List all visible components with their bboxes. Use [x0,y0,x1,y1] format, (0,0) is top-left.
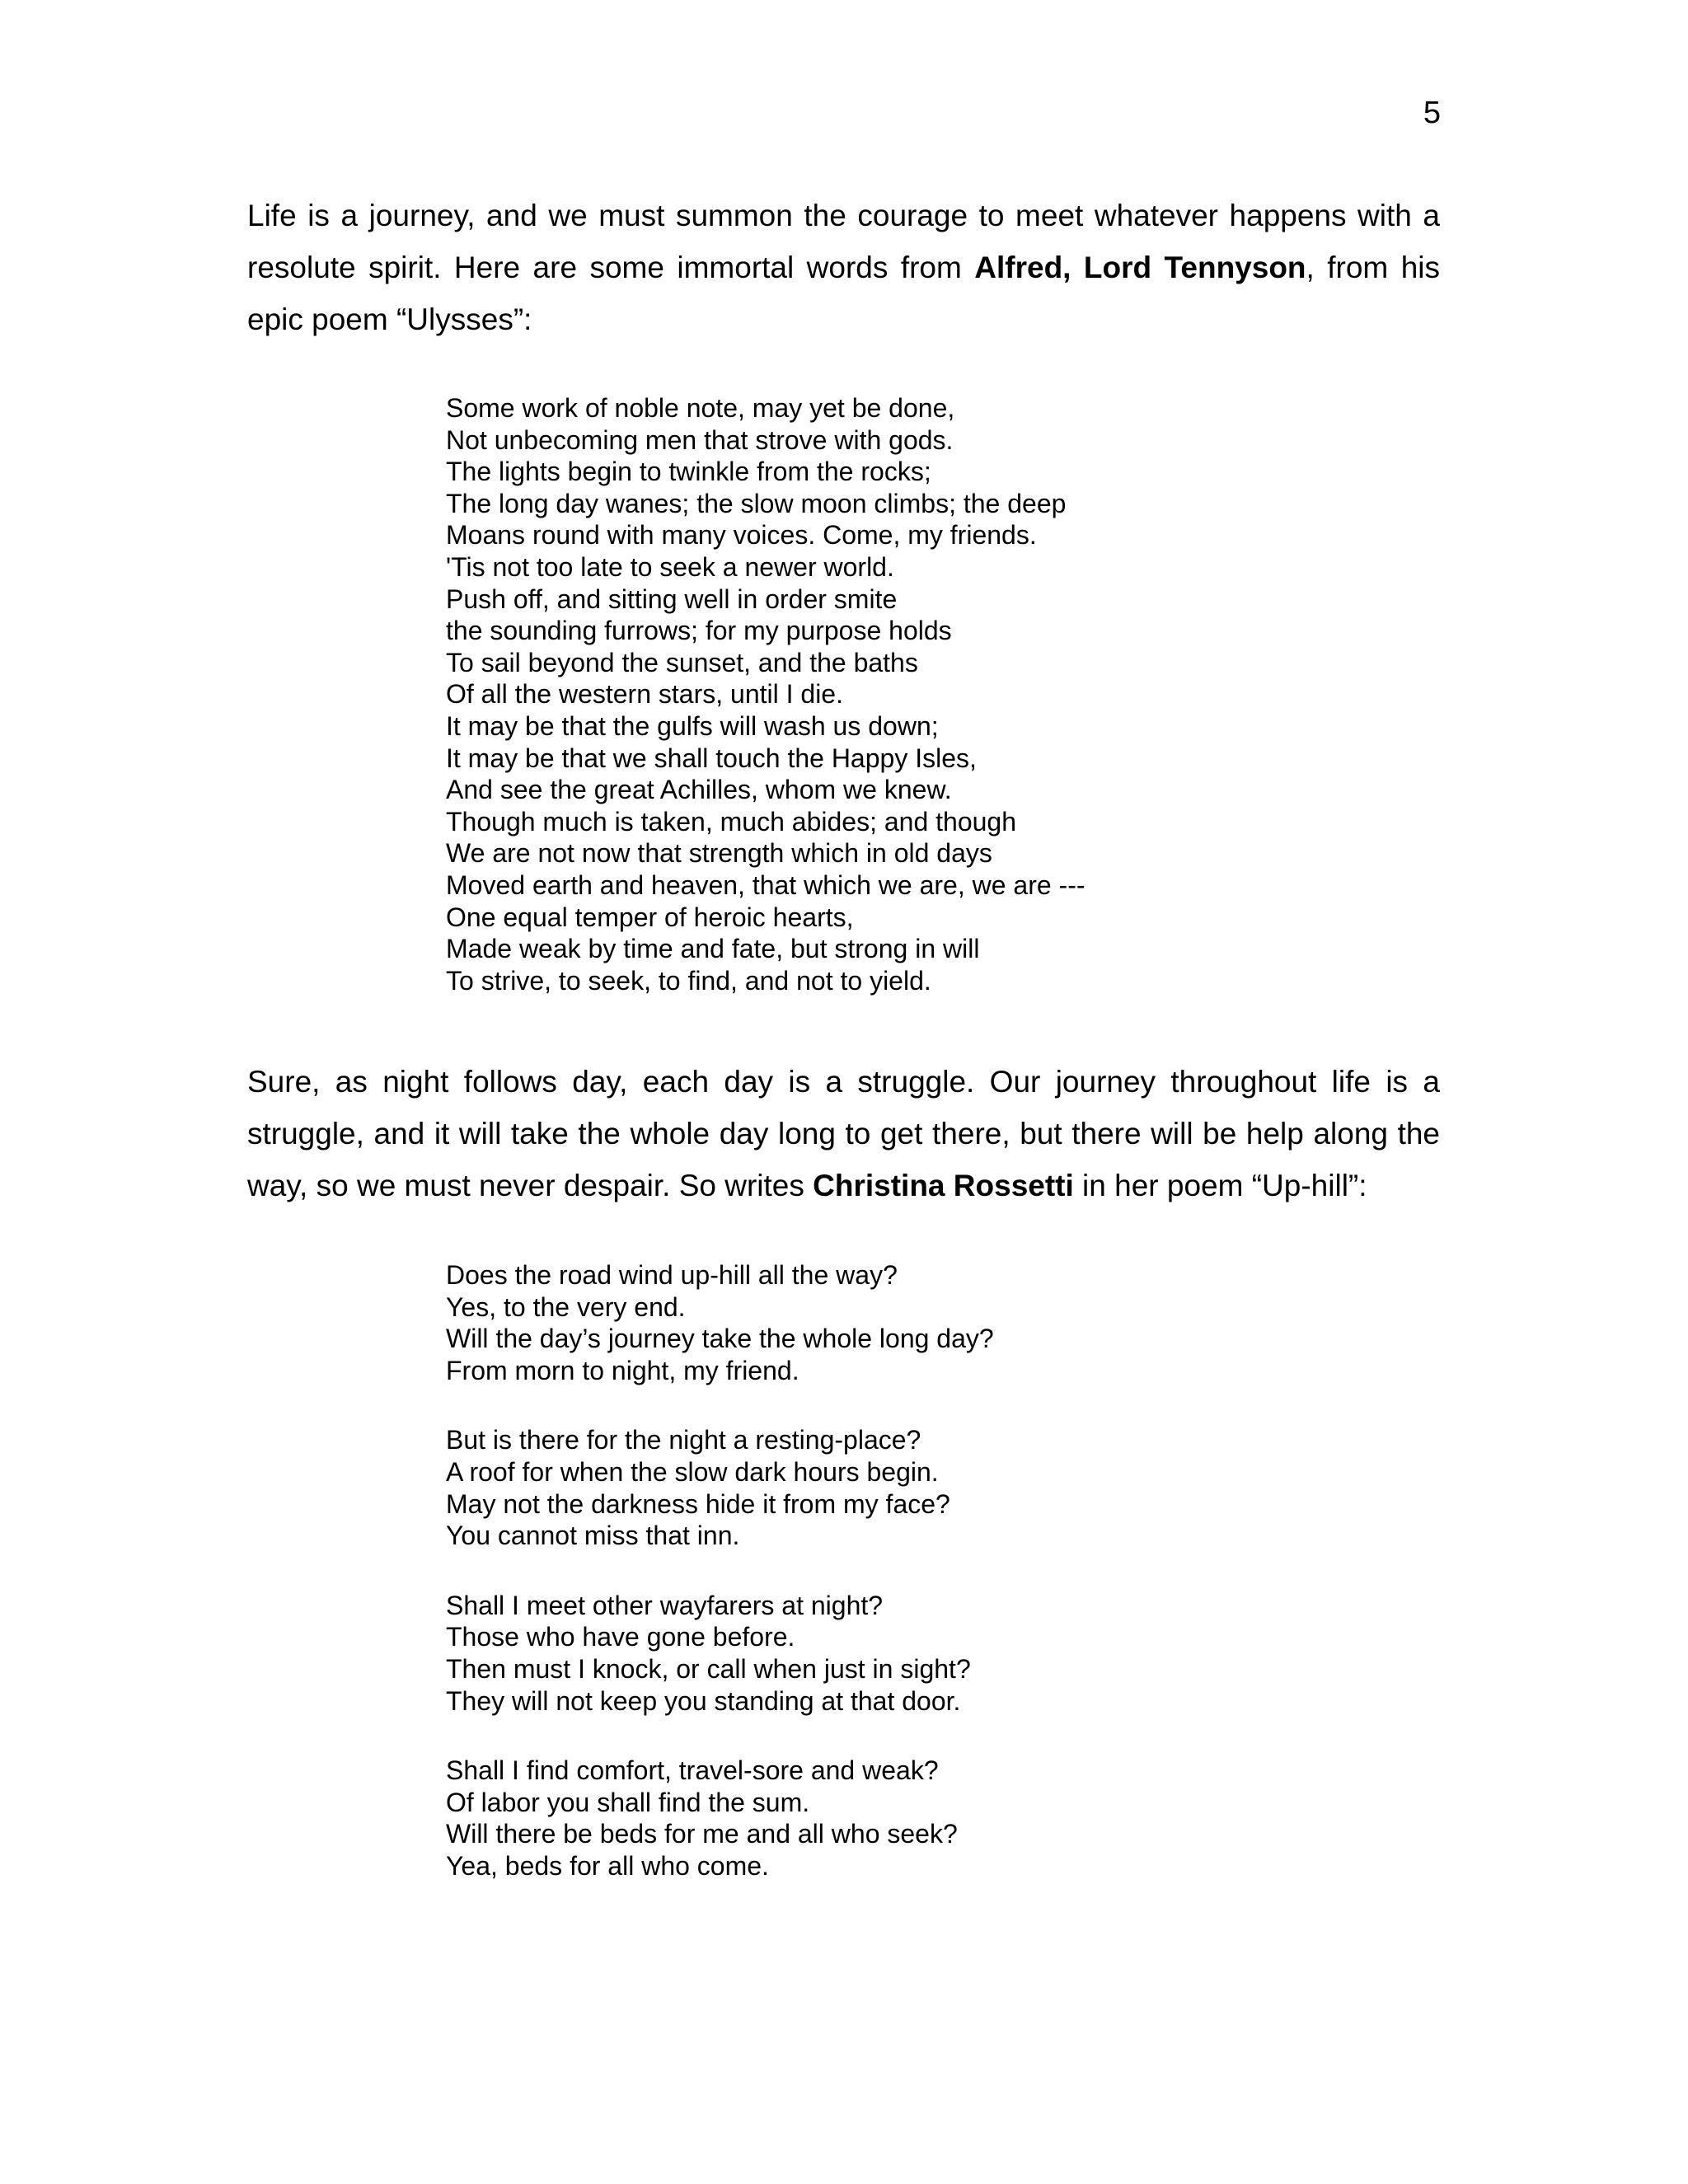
poem-line: Though much is taken, much abides; and though [446,806,1016,837]
poem-line: They will not keep you standing at that door. [446,1685,961,1716]
page-number: 5 [1423,96,1441,130]
paragraph-text: in her poem “Up-hill”: [1073,1169,1367,1202]
poem-line: Does the road wind up-hill all the way? [446,1260,898,1290]
poem-line: Moans round with many voices. Come, my friends. [446,520,1037,551]
poem-line: The lights begin to twinkle from the rocks; [446,457,931,487]
poem-line: And see the great Achilles, whom we knew. [446,775,952,805]
intro-paragraph-rossetti [247,1056,1440,1212]
poem-stanza [446,1755,994,1882]
poem-line: Yea, beds for all who come. [446,1850,769,1881]
poem-line: Shall I meet other wayfarers at night? [446,1590,884,1620]
poem-stanza [446,1590,994,1717]
poem-stanza [446,1424,994,1551]
poem-ulysses-excerpt [446,392,1085,996]
poem-stanza [446,1259,994,1386]
poem-line: May not the darkness hide it from my face? [446,1488,950,1519]
poem-line: From morn to night, my friend. [446,1355,799,1385]
poem-line: Push off, and sitting well in order smite [446,583,898,614]
poem-line: Yes, to the very end. [446,1291,686,1322]
poem-line: The long day wanes; the slow moon climbs; the deep [446,488,1067,518]
poem-line: Of all the western stars, until I die. [446,679,843,710]
poem-up-hill [446,1259,994,1882]
paragraph-text: Sure, as night follows day, each day is a struggle. Our journey throughout life is a struggle, and it will take the whole day long to get there, but there will be help along the way, so we must never despair. So writes [247,1065,1440,1202]
poem-line: Shall I find comfort, travel-sore and weak? [446,1755,939,1786]
poem-line: But is there for the night a resting-place? [446,1425,921,1455]
poem-line: One equal temper of heroic hearts, [446,902,854,932]
poem-line: Of labor you shall find the sum. [446,1787,810,1817]
poem-line: 'Tis not too late to seek a newer world. [446,551,894,582]
author-name-rossetti: Christina Rossetti [813,1169,1074,1202]
poem-line: Will the day’s journey take the whole long day? [446,1324,994,1354]
poem-line: Moved earth and heaven, that which we are, we are --- [446,869,1085,900]
author-name-tennyson: Alfred, Lord Tennyson [974,251,1306,284]
poem-line: A roof for when the slow dark hours begin. [446,1456,939,1487]
poem-line: We are not now that strength which in old days [446,838,992,869]
poem-line: the sounding furrows; for my purpose holds [446,616,952,646]
poem-line: Not unbecoming men that strove with gods. [446,424,954,455]
poem-line: To strive, to seek, to find, and not to yield. [446,965,931,996]
intro-paragraph-tennyson [247,190,1440,345]
poem-line: Will there be beds for me and all who seek? [446,1819,958,1849]
poem-line: It may be that we shall touch the Happy Isles, [446,743,977,773]
poem-line: To sail beyond the sunset, and the baths [446,647,918,677]
poem-line: Then must I knock, or call when just in sight? [446,1653,971,1684]
poem-line: Some work of noble note, may yet be done, [446,393,955,423]
paragraph-text: Life is a journey, and we must summon the courage to meet whatever happens with a resolute spirit. Here are some immortal words from [247,199,1440,284]
poem-line: Those who have gone before. [446,1622,795,1652]
poem-line: It may be that the gulfs will wash us down; [446,710,939,741]
paragraph-text: , from his epic poem “Ulysses”: [247,251,1440,336]
poem-line: Made weak by time and fate, but strong in will [446,934,980,964]
poem-line: You cannot miss that inn. [446,1521,740,1551]
